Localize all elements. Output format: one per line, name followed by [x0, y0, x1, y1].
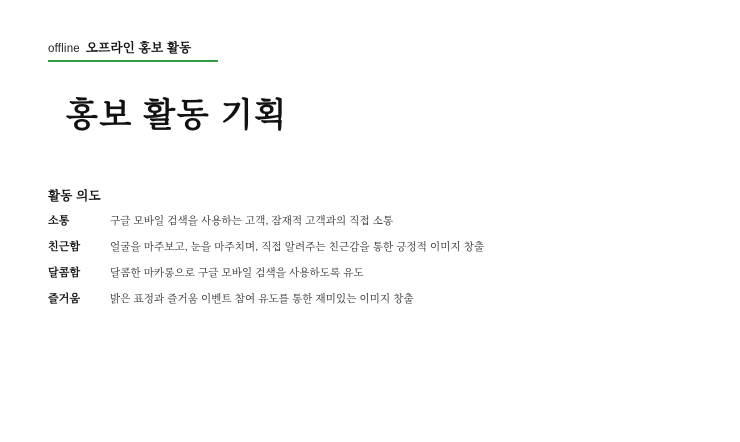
kicker-underline-rule	[48, 60, 218, 62]
page-title: 홍보 활동 기획	[66, 96, 288, 133]
kicker	[48, 38, 191, 56]
list-item	[48, 212, 688, 238]
list-item-label: 소통	[48, 215, 70, 227]
intent-list	[48, 212, 688, 316]
list-item-label: 즐거움	[48, 293, 81, 305]
list-item-label: 친근함	[48, 241, 81, 253]
list-item-label: 달콤함	[48, 267, 81, 279]
list-item	[48, 290, 688, 316]
list-item-text: 달콤한 마카롱으로 구글 모바일 검색을 사용하도록 유도	[110, 267, 364, 279]
kicker-korean: 오프라인 홍보 활동	[85, 41, 192, 55]
list-item-text: 구글 모바일 검색을 사용하는 고객, 잠재적 고객과의 직접 소통	[110, 215, 394, 227]
list-item-text: 얼굴을 마주보고, 눈을 마주치며, 직접 알려주는 친근감을 통한 긍정적 이미지 창출	[110, 241, 485, 253]
section-heading: 활동 의도	[48, 189, 101, 203]
kicker-english: offline	[48, 43, 80, 55]
list-item	[48, 264, 688, 290]
list-item-text: 밝은 표정과 즐거움 이벤트 참여 유도를 통한 재미있는 이미지 창출	[110, 293, 414, 305]
list-item	[48, 238, 688, 264]
